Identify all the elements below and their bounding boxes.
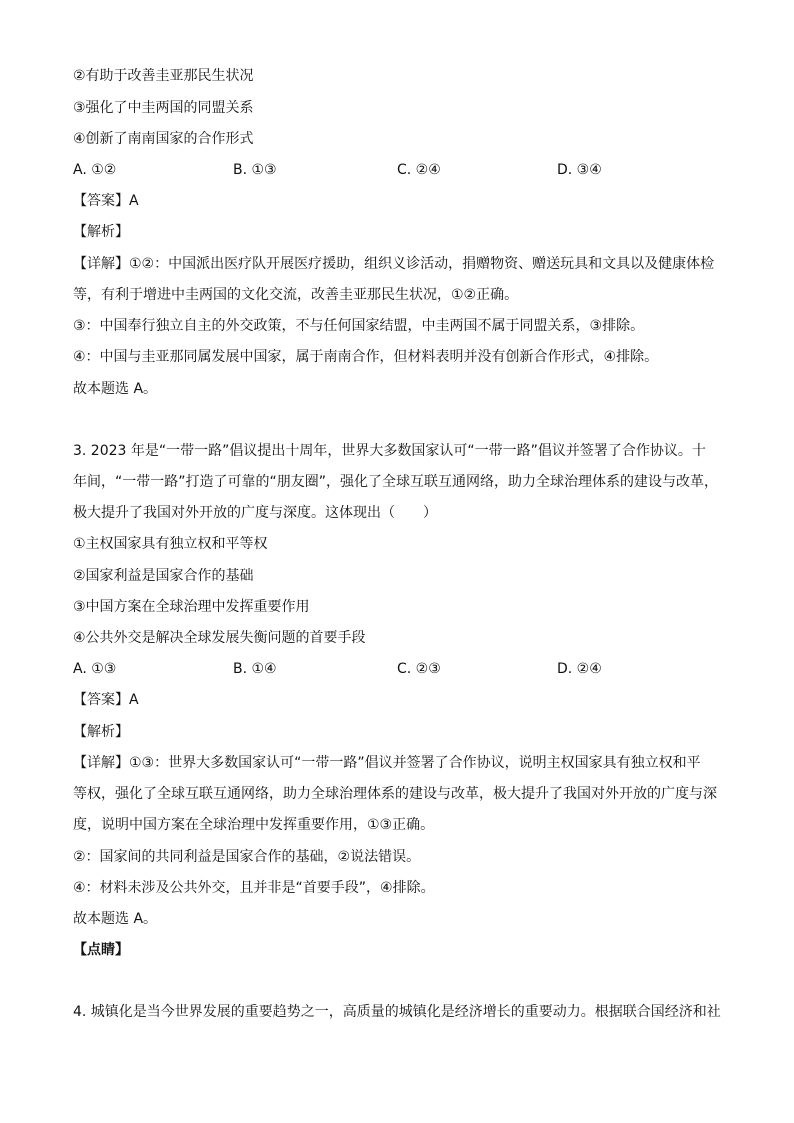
q3-detail-line: 度，说明中国方案在全球治理中发挥重要作用，①③正确。 xyxy=(73,817,435,833)
q2-option-d: D. ③④ xyxy=(557,162,602,178)
q4-stem-line: 4. 城镇化是当今世界发展的重要趋势之一，高质量的城镇化是经济增长的重要动力。根据联合国经济和社 xyxy=(73,1004,721,1020)
q2-detail-line: 【详解】①②：中国派出医疗队开展医疗援助，组织义诊活动，捐赠物资、赠送玩具和文具以及健康体检 xyxy=(73,256,715,272)
q3-option-b: B. ①④ xyxy=(233,661,277,677)
q3-detail-line: ④：材料未涉及公共外交，且并非是“首要手段”，④排除。 xyxy=(73,880,435,896)
q2-answer: 【答案】A xyxy=(73,193,139,209)
q3-item-3: ③中国方案在全球治理中发挥重要作用 xyxy=(73,599,310,615)
q3-item-1: ①主权国家具有独立权和平等权 xyxy=(73,536,268,552)
q3-detail-line: 【详解】①③：世界大多数国家认可“一带一路”倡议并签署了合作协议，说明主权国家具有独立权和平 xyxy=(73,755,701,771)
q2-detail-line: ③：中国奉行独立自主的外交政策，不与任何国家结盟，中圭两国不属于同盟关系，③排除。 xyxy=(73,318,645,334)
q3-option-d: D. ②④ xyxy=(557,661,602,677)
q3-detail-line: ②：国家间的共同利益是国家合作的基础，②说法错误。 xyxy=(73,849,421,865)
q3-comment-label: 【点睛】 xyxy=(73,942,129,958)
q2-item-4: ④创新了南南国家的合作形式 xyxy=(73,131,254,147)
q3-item-2: ②国家利益是国家合作的基础 xyxy=(73,568,254,584)
q3-stem-line: 3. 2023 年是“一带一路”倡议提出十周年，世界大多数国家认可“一带一路”倡议并签署了合作协议。十 xyxy=(73,443,706,459)
q2-conclusion: 故本题选 A。 xyxy=(73,381,158,397)
q2-option-b: B. ①③ xyxy=(233,162,277,178)
q2-option-c: C. ②④ xyxy=(397,162,441,178)
q2-detail-line: ④：中国与圭亚那同属发展中国家，属于南南合作，但材料表明并没有创新合作形式，④排除。 xyxy=(73,349,659,365)
q3-analysis-label: 【解析】 xyxy=(73,724,129,740)
q2-item-2: ②有助于改善圭亚那民生状况 xyxy=(73,68,254,84)
q2-item-3: ③强化了中圭两国的同盟关系 xyxy=(73,100,254,116)
q2-option-a: A. ①② xyxy=(73,162,117,178)
q3-detail-line: 等权，强化了全球互联互通网络，助力全球治理体系的建设与改革，极大提升了我国对外开放的广度与深 xyxy=(73,786,717,802)
q3-item-4: ④公共外交是解决全球发展失衡问题的首要手段 xyxy=(73,630,366,646)
q2-detail-line: 等，有利于增进中圭两国的文化交流，改善圭亚那民生状况，①②正确。 xyxy=(73,287,519,303)
q3-conclusion: 故本题选 A。 xyxy=(73,911,158,927)
q2-analysis-label: 【解析】 xyxy=(73,224,129,240)
q3-stem-line: 极大提升了我国对外开放的广度与深度。这体现出（ ） xyxy=(73,505,437,521)
q3-stem-line: 年间，“一带一路”打造了可靠的“朋友圈”，强化了全球互联互通网络，助力全球治理体系的建设与改革， xyxy=(73,474,719,490)
q3-option-c: C. ②③ xyxy=(397,661,441,677)
q3-option-a: A. ①③ xyxy=(73,661,117,677)
q3-answer: 【答案】A xyxy=(73,692,139,708)
